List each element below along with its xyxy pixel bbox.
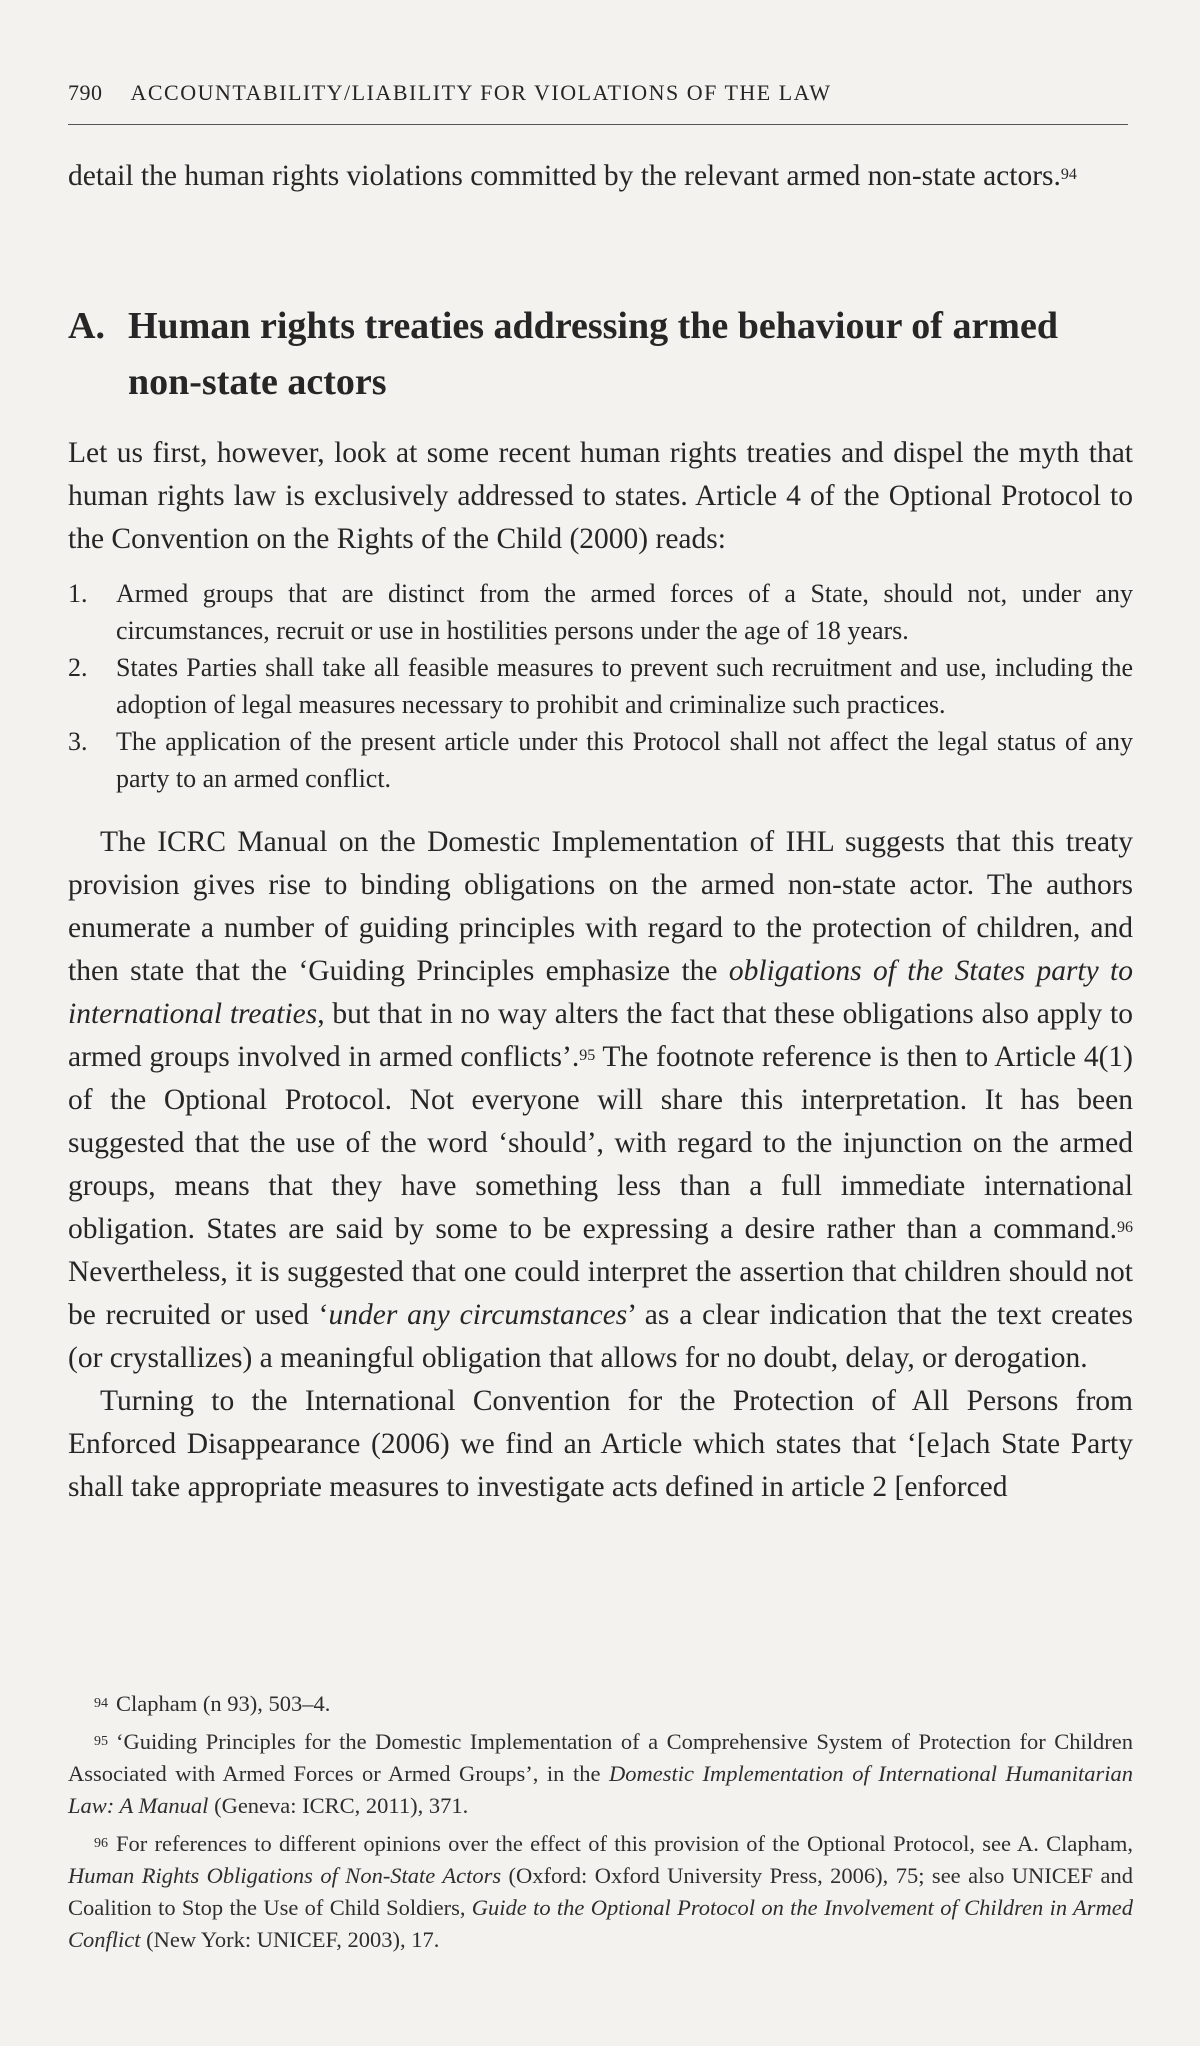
quote-item-number: 1. [68, 579, 88, 608]
section-title: Human rights treaties addressing the behaviour of armed non-state actors [128, 305, 1058, 403]
footnote-italic: Guide to the Optional Protocol on the Involvement of Children in Armed Conflict [68, 1895, 1133, 1952]
footnote-text: (Oxford: Oxford University Press, 2006), 75; see also UNICEF and Coalition to Stop the Use of Child Soldiers, [68, 1863, 1133, 1920]
footnote-ref-95: 95 [579, 1047, 596, 1064]
quote-item-text: Armed groups that are distinct from the armed forces of a State, should not, under any circumstances, recruit or use in hostilities persons under the age of 18 years. [116, 579, 1133, 645]
intro-paragraph: Let us first, however, look at some recent human rights treaties and dispel the myth that human rights law is exclusively addressed to states. Article 4 of the Optional Protocol to the Convention on the Rights of the Child (2000) reads: [68, 437, 1133, 555]
running-title: ACCOUNTABILITY/LIABILITY FOR VIOLATIONS OF THE LAW [130, 80, 832, 105]
footnote-text: (New York: UNICEF, 2003), 17. [140, 1927, 440, 1952]
footnote-text: Clapham (n 93), 503–4. [116, 1691, 331, 1716]
footnote-italic: Domestic Implementation of International Humanitarian Law: A Manual [68, 1761, 1133, 1818]
text-run: , but that in no way alters the fact that these obligations also apply to armed groups involved in armed conflicts’. [68, 998, 1133, 1073]
footnote-96 [68, 1828, 1133, 1956]
section-heading [68, 298, 1133, 410]
footnote-94 [68, 1688, 1133, 1720]
text-run: Nevertheless, it is suggested that one could interpret the assertion that children should not be recruited or used ‘ [68, 1256, 1133, 1331]
footnote-mark: 94 [94, 1696, 108, 1711]
italic-run: under any circumstances [328, 1299, 628, 1331]
footnote-mark: 96 [94, 1836, 108, 1851]
header-rule [68, 124, 1128, 125]
footnote-ref-94: 94 [1060, 166, 1077, 183]
footnote-text: (Geneva: ICRC, 2011), 371. [208, 1793, 469, 1818]
quote-item-number: 2. [68, 653, 88, 682]
footnote-95 [68, 1726, 1133, 1822]
icrc-paragraph [68, 821, 1133, 1380]
main-text [68, 155, 1133, 1509]
quote-item [68, 575, 1133, 649]
quoted-article [68, 575, 1133, 797]
convention-paragraph: Turning to the International Convention for the Protection of All Persons from Enforced Disappearance (2006) we find an Article which states that ‘[e]ach State Party shall take appropriate measures to investigate acts defined in article 2 [enforced [68, 1385, 1133, 1503]
text-run: The ICRC Manual on the Domestic Implementation of IHL suggests that this treaty provision gives rise to binding obligations on the armed non-state actor. The authors enumerate a number of guiding principles with regard to the protection of children, and then state that the ‘Guiding Principles emphasize the [68, 826, 1133, 987]
footnotes [68, 1688, 1133, 1962]
footnote-ref-96: 96 [1117, 1219, 1133, 1236]
footnote-mark: 95 [94, 1734, 108, 1749]
page-number: 790 [68, 80, 103, 105]
quote-item [68, 649, 1133, 723]
continued-text: detail the human rights violations committed by the relevant armed non-state actors. [68, 160, 1061, 192]
footnote-italic: Human Rights Obligations of Non-State Actors [68, 1863, 502, 1888]
quote-item-text: The application of the present article under this Protocol shall not affect the legal status of any party to an armed conflict. [116, 727, 1133, 793]
continued-paragraph [68, 155, 1133, 198]
section-letter: A. [68, 305, 105, 347]
footnote-text: ‘Guiding Principles for the Domestic Implementation of a Comprehensive System of Protection for Children Associated with Armed Forces or Armed Groups’, in the [68, 1729, 1133, 1786]
quote-item-text: States Parties shall take all feasible measures to prevent such recruitment and use, including the adoption of legal measures necessary to prohibit and criminalize such practices. [116, 653, 1133, 719]
text-run: ’ as a clear indication that the text creates (or crystallizes) a meaningful obligation that allows for no doubt, delay, or derogation. [68, 1299, 1133, 1374]
footnote-text: For references to different opinions over the effect of this provision of the Optional Protocol, see A. Clapham, [116, 1831, 1133, 1856]
quote-item-number: 3. [68, 727, 88, 756]
running-head [68, 80, 1128, 106]
text-run: The footnote reference is then to Article 4(1) of the Optional Protocol. Not everyone will share this interpretation. It has been suggested that the use of the word ‘should’, with regard to the injunction on the armed groups, means that they have something less than a full immediate international obligation. States are said by some to be expressing a desire rather than a command. [68, 1041, 1133, 1245]
quote-item [68, 723, 1133, 797]
italic-run: obligations of the States party to international treaties [68, 955, 1133, 1030]
